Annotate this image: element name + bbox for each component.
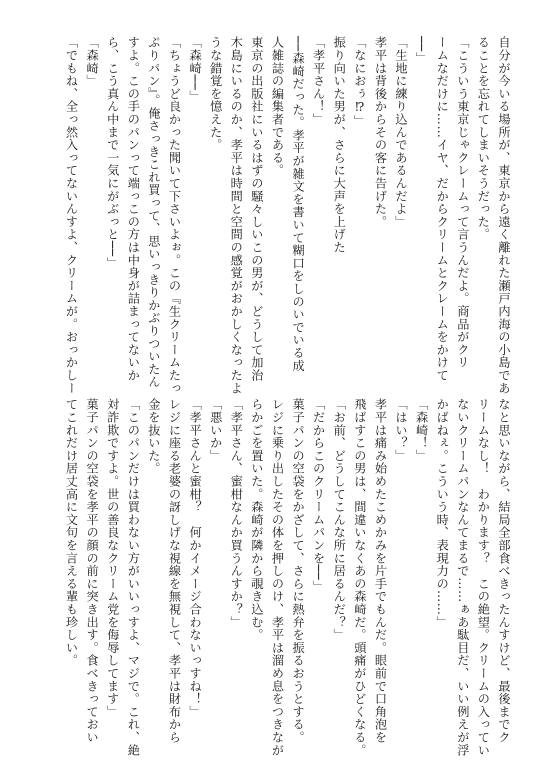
text-line: 「孝平さん、蜜柑なんか買うんすか？」	[229, 398, 244, 629]
text-line: 「お前、どうしてこんな所に居るんだ？」	[332, 398, 347, 642]
text-line: 「孝平さんと蜜柑？ 何かイメージ合わないっすね！」	[188, 398, 203, 718]
text-line: なと思いながら、結局全部食べきったんすけど、最後までク	[497, 398, 511, 744]
text-line: 振り向いた男が、さらに大声を上げた	[332, 36, 347, 254]
text-line: うな錯覚を憶えた。	[208, 36, 223, 152]
text-line: ──」	[414, 36, 429, 65]
text-line: 「ちょうど良かった聞いて下さいよぉ。この『生クリームたっ	[167, 36, 182, 395]
text-line: 金を抜いた。	[146, 398, 161, 475]
text-line: 菓子パンの空袋をかざして、さらに熱弁を振るおうとする。	[291, 398, 306, 744]
text-line: レジに座る老婆の訝しげな視線を無視して、孝平は財布から	[167, 398, 182, 744]
text-line: ──森崎だった。孝平が雑文を書いて糊口をしのいでいる成	[291, 36, 306, 372]
text-line: 木島にいるのか、孝平は時間と空間の感覚がおかしくなったよ	[229, 36, 244, 395]
text-line: てこれだけ居丈高に文句を言える輩も珍しい。	[64, 398, 79, 667]
text-block-bottom	[61, 398, 514, 757]
text-line: 「このパンだけは買わない方がいいっすよ、マジで。これ、絶	[126, 398, 141, 757]
text-line: 人雑誌の編集者である。	[270, 36, 285, 177]
text-line: らかごを置いた。森崎が隣から覗き込む。	[249, 398, 264, 642]
text-line: 菓子パンの空袋を孝平の顔の前に突き出す。食べきっておい	[85, 398, 100, 744]
text-line: かばねぇ。こういう時、表現力の……」	[435, 398, 450, 629]
text-line: 「森崎」	[85, 36, 100, 88]
text-line: 「悪いか」	[208, 398, 223, 462]
text-line: ームなだけに……イヤ、だからクリームとクレームをかけて	[435, 36, 450, 382]
text-line: 孝平は背後からその客に告げた。	[373, 36, 388, 228]
text-line: 自分が今いる場所が、東京から遠く離れた瀬戸内海の小島であ	[497, 36, 511, 395]
text-line: ることを忘れてしまいそうだった。	[476, 36, 491, 241]
text-line: レジに乗り出したその体を押しのけ、孝平は溜め息をつきなが	[270, 398, 285, 757]
text-line: 「だからこのクリームパンを──」	[311, 398, 326, 594]
text-line: 「森崎！」	[414, 398, 429, 462]
text-line: 孝平は痛み始めたこめかみを片手でもんだ。眼前で口角泡を	[373, 398, 388, 744]
text-line: 「なにおぅ⁉」	[352, 36, 367, 128]
text-line: 「こういう東京じゃクレームって言うんだよ。商品がクリ	[455, 36, 470, 369]
text-line: 飛ばすこの男は、間違いなくあの森崎だ。頭痛がひどくなる。	[352, 398, 367, 757]
text-line: 「はい？」	[394, 398, 409, 462]
text-line: すよ。この手のパンって端っこの方は中身が詰まってないか	[126, 36, 141, 382]
text-block-top	[61, 36, 514, 395]
text-line: リームなし！ わかります？ この絶望。クリームの入ってい	[476, 398, 491, 757]
text-line: ないクリームパンなんてまるで……ぁあ駄目だ、いい例えが浮	[455, 398, 470, 757]
text-line: 「生地に練り込んであるんだよ」	[394, 36, 409, 228]
text-line: 「孝平さん！」	[311, 36, 326, 126]
text-line: 「でもね、全っ然入ってないんすよ、クリームが。おっかしー	[64, 36, 79, 395]
text-line: 「森崎──」	[188, 36, 203, 104]
text-line: 対詐欺ですよ。世の善良なクリーム党を侮辱してます」	[105, 398, 120, 718]
text-line: ぷりパン』。俺さっきこれ買って、思いっきりかぶりついたん	[146, 36, 161, 389]
text-line: ら、こう真ん中まで一気にがぶっと──」	[105, 36, 120, 270]
text-line: 東京の出版社にいるはずの騒々しいこの男が、どうして加治	[249, 36, 264, 382]
